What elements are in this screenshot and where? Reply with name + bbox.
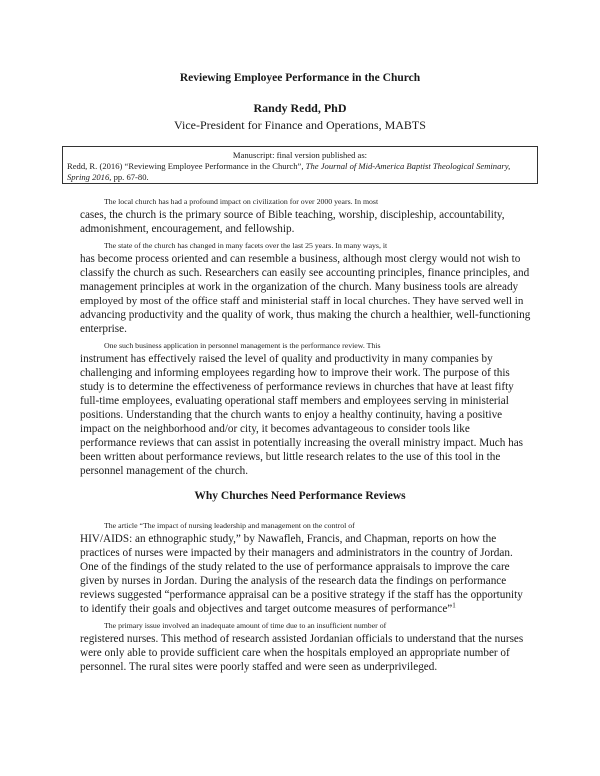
citation-issue-line <box>67 172 533 183</box>
text-line: management principles at work in the organization of the church. Many business tools are already <box>80 281 519 293</box>
citation-label: Manuscript: final version published as: <box>232 150 368 160</box>
text-line: One of the findings of the study related to the use of performance appraisals to improve the care <box>80 561 510 573</box>
text-line: impact on the neighborhood and/or city, it becomes advantageous to consider tools like <box>80 423 470 435</box>
text-line: positions. Understanding that the church wants to enjoy a healthy continuity, having a positive <box>80 409 503 421</box>
text-line: practices of nurses were impacted by their managers and administrators in the country of Jordan. <box>80 547 513 559</box>
text-line: full-time employees, evaluating operational staff members and employees serving in ministerial <box>80 395 509 407</box>
author-name: Randy Redd, PhD <box>253 101 347 115</box>
section-heading: Why Churches Need Performance Reviews <box>194 490 406 502</box>
citation-ref-prefix: Redd, R. (2016) “Reviewing Employee Performance in the Church”, <box>67 161 304 171</box>
text-line: The primary issue involved an inadequate amount of time due to an insufficient number of <box>104 621 387 630</box>
text-line: study is to determine the effectiveness of performance reviews in churches that have at least fifty <box>80 381 514 393</box>
citation-box <box>62 146 538 184</box>
text-line: personnel management of the church. <box>80 465 249 477</box>
text-line: One such business application in personnel management is the performance review. This <box>104 341 381 350</box>
text-line: reviews suggested “performance appraisal can be a positive strategy if the staff has the opportunity <box>80 589 523 601</box>
text-line: to identify their goals and objectives and target outcome measures of performance” <box>80 603 453 615</box>
text-line: been written about performance reviews, but little research relates to the use of this tool in the <box>80 451 501 463</box>
text-line: challenging and informing employees regarding how to improve their work. The purpose of this <box>80 367 510 379</box>
text-line: enterprise. <box>80 323 127 335</box>
text-line: admonishment, encouragement, and fellowship. <box>80 223 295 235</box>
text-line: cases, the church is the primary source of Bible teaching, worship, discipleship, accountability, <box>80 209 505 221</box>
text-line: instrument has effectively raised the level of quality and productivity in many companies by <box>80 353 493 365</box>
text-line: personnel. The rural sites were poorly staffed and were seen as underprivileged. <box>80 661 438 673</box>
author-role: Vice-President for Finance and Operations, MABTS <box>174 118 426 132</box>
citation-pages: , pp. 67-80. <box>109 172 149 182</box>
footnote-marker: 1 <box>452 601 456 610</box>
text-line: given by nurses in Jordan. During the analysis of the research data the findings on performance <box>80 575 507 587</box>
text-line: classify the church as such. Researchers can easily see accounting principles, finance principles, and <box>80 267 530 279</box>
citation-reference <box>67 161 533 172</box>
text-line: The local church has had a profound impact on civilization for over 2000 years. In most <box>104 197 379 206</box>
text-line: registered nurses. This method of research assisted Jordanian officials to understand that the nurses <box>80 633 524 645</box>
text-line-with-footnote <box>80 603 530 616</box>
text-line: advancing productivity and the quality of work, thus making the church a healthier, well-functioning <box>80 309 531 321</box>
text-line: were only able to provide sufficient care when the hospitals employed an appropriate number of <box>80 647 510 659</box>
citation-issue: Spring 2016 <box>67 172 110 182</box>
text-line: performance reviews that can assist in potentially increasing the overall ministry impact. Much has <box>80 437 524 449</box>
text-line: The article “The impact of nursing leadership and management on the control of <box>104 521 355 530</box>
document-title: Reviewing Employee Performance in the Church <box>179 72 421 84</box>
citation-journal: The Journal of Mid-America Baptist Theological Seminary, <box>305 161 511 171</box>
text-line: has become process oriented and can resemble a business, although most clergy would not wish to <box>80 253 521 265</box>
text-line: employed by most of the office staff and ministerial staff in local churches. They have served well in <box>80 295 524 307</box>
text-line: The state of the church has changed in many facets over the last 25 years. In many ways, it <box>104 241 388 250</box>
text-line: HIV/AIDS: an ethnographic study,” by Nawafleh, Francis, and Chapman, reports on how the <box>80 533 497 545</box>
